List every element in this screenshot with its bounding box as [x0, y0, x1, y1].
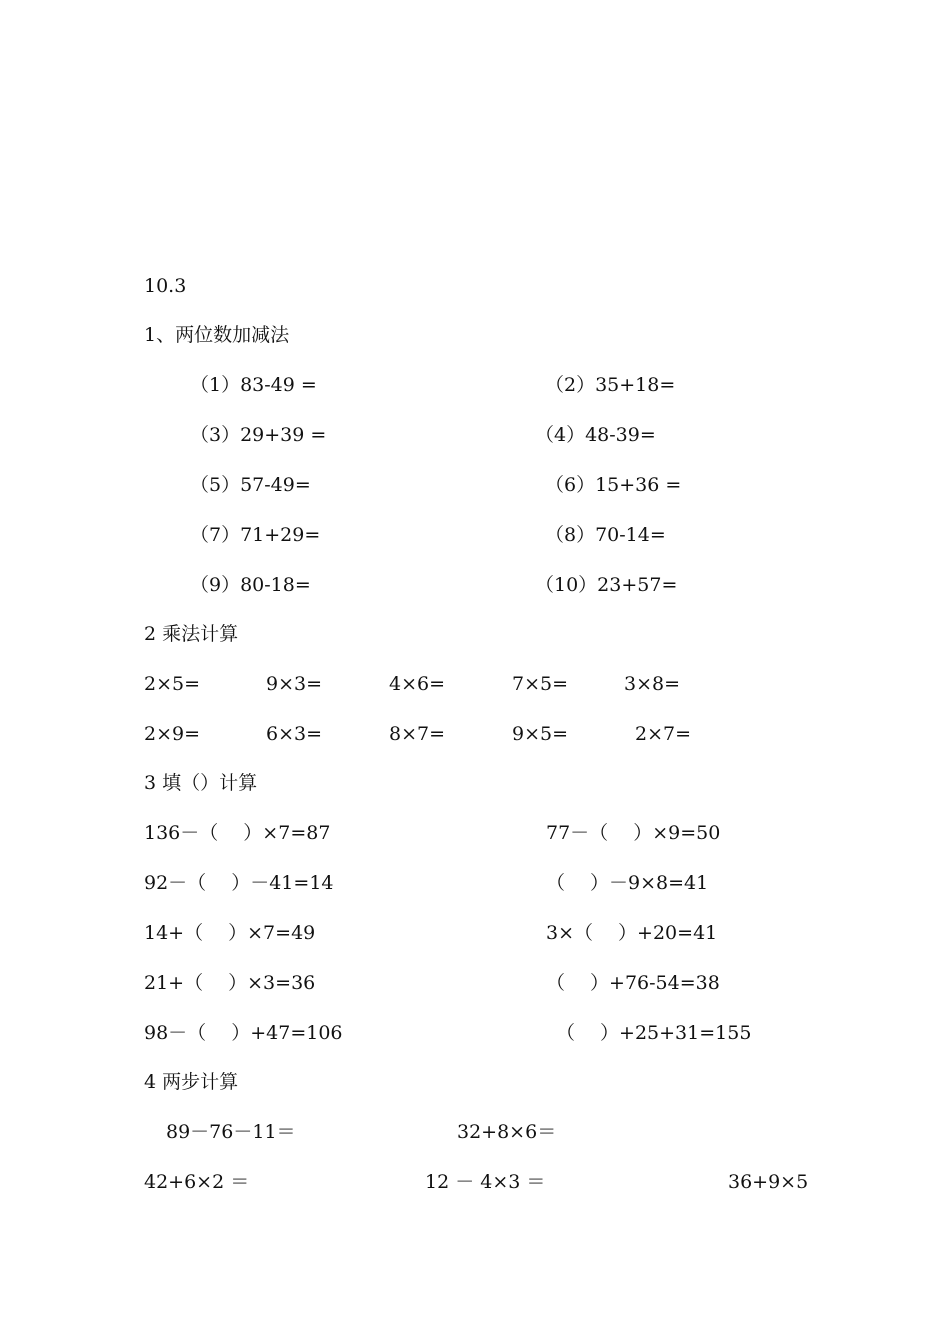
fill-blank-problem: 136－（ ）×7=87: [144, 822, 331, 844]
mult-problem: 7×5=: [512, 673, 569, 695]
mult-problem: 9×5=: [512, 723, 569, 745]
mult-problem: 6×3=: [266, 723, 323, 745]
fill-blank-problem: 3×（ ）+20=41: [546, 922, 718, 944]
mult-problem: 8×7=: [389, 723, 446, 745]
fill-blank-problem: （ ）－9×8=41: [546, 872, 709, 894]
problem-4: （4）48-39=: [535, 424, 656, 446]
mult-problem: 4×6=: [389, 673, 446, 695]
mult-problem: 2×5=: [144, 673, 201, 695]
mult-problem: 3×8=: [624, 673, 681, 695]
problem-1: （1）83-49 =: [190, 374, 317, 396]
date-heading: 10.3: [144, 275, 187, 297]
section-1-title: 1、两位数加减法: [144, 324, 290, 346]
two-step-problem: 32+8×6＝: [457, 1121, 557, 1143]
problem-8: （8）70-14=: [545, 524, 666, 546]
problem-7: （7）71+29=: [190, 524, 321, 546]
section-3-title: 3 填（）计算: [144, 772, 258, 794]
section-4-title: 4 两步计算: [144, 1071, 239, 1093]
mult-problem: 9×3=: [266, 673, 323, 695]
section-2-title: 2 乘法计算: [144, 623, 239, 645]
two-step-problem: 42+6×2 ＝: [144, 1171, 250, 1193]
fill-blank-problem: 98－（ ）+47=106: [144, 1022, 343, 1044]
fill-blank-problem: （ ）+25+31=155: [556, 1022, 752, 1044]
two-step-problem: 12 － 4×3 ＝: [425, 1171, 546, 1193]
problem-5: （5）57-49=: [190, 474, 311, 496]
fill-blank-problem: 21+（ ）×3=36: [144, 972, 316, 994]
fill-blank-problem: 92－（ ）－41=14: [144, 872, 334, 894]
mult-problem: 2×9=: [144, 723, 201, 745]
problem-10: （10）23+57=: [535, 574, 678, 596]
problem-9: （9）80-18=: [190, 574, 311, 596]
fill-blank-problem: 14+（ ）×7=49: [144, 922, 316, 944]
two-step-problem: 89－76－11＝: [166, 1121, 296, 1143]
problem-3: （3）29+39 =: [190, 424, 327, 446]
two-step-problem: 36+9×5: [728, 1171, 809, 1193]
fill-blank-problem: 77－（ ）×9=50: [546, 822, 721, 844]
problem-2: （2）35+18=: [545, 374, 676, 396]
fill-blank-problem: （ ）+76-54=38: [546, 972, 720, 994]
mult-problem: 2×7=: [635, 723, 692, 745]
problem-6: （6）15+36 =: [545, 474, 682, 496]
